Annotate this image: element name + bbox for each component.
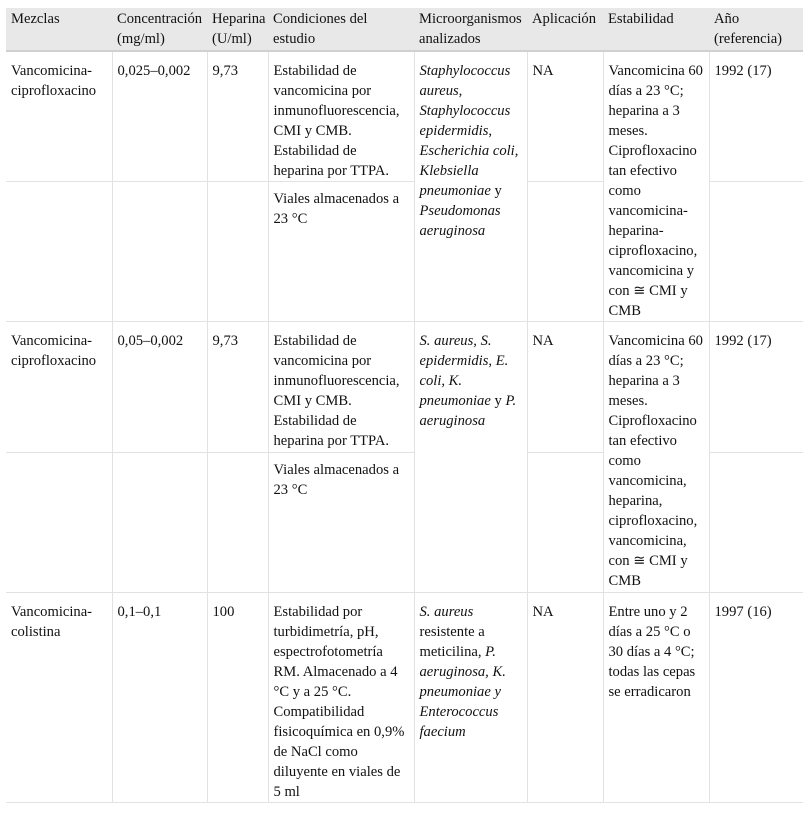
header-microorganismos: Microorganismos analizados	[414, 8, 527, 51]
cell-empty	[6, 453, 112, 593]
cell-concentracion: 0,05–0,002	[112, 322, 207, 453]
micro-text-italic: Staphylococcus aureus, Staphylococcus epidermidis	[419, 63, 511, 139]
cell-condiciones: Estabilidad de vancomicina por inmunofluorescencia, CMI y CMB. Estabilidad de heparina por TTPA.	[268, 322, 414, 453]
header-concentracion: Concentración (mg/ml)	[112, 8, 207, 51]
cell-condiciones: Estabilidad por turbidimetría, pH, espectrofotometría RM. Almacenado a 4 °C y a 25 °C. Compatibilidad fisicoquímica en 0,9% de NaCl como diluyente en viales de 5 ml	[268, 593, 414, 803]
header-estabilidad: Estabilidad	[603, 8, 709, 51]
cell-anio: 1992 (17)	[709, 322, 803, 453]
cell-empty	[709, 182, 803, 322]
micro-text-italic: S. aureus	[419, 604, 474, 620]
cell-empty	[207, 182, 268, 322]
cell-concentracion: 0,1–0,1	[112, 593, 207, 803]
cell-concentracion: 0,025–0,002	[112, 51, 207, 182]
micro-text: y	[490, 183, 502, 199]
cell-anio: 1997 (16)	[709, 593, 803, 803]
micro-text-italic: S. aureus, S. epidermidis	[419, 333, 492, 369]
cell-empty	[112, 453, 207, 593]
cell-microorganismos	[414, 593, 527, 803]
cell-condiciones: Viales almacenados a 23 °C	[268, 453, 414, 593]
cell-aplicacion: NA	[527, 322, 603, 453]
micro-text: ,	[488, 353, 496, 369]
cell-empty	[527, 182, 603, 322]
cell-heparina: 9,73	[207, 51, 268, 182]
micro-text-italic: Escherichia coli, Klebsiella pneumoniae	[419, 143, 519, 199]
cell-empty	[709, 453, 803, 593]
cell-empty	[6, 182, 112, 322]
cell-aplicacion: NA	[527, 593, 603, 803]
cell-estabilidad: Vancomicina 60 días a 23 °C; heparina a 3 meses. Ciprofloxacino tan efectivo como vancomicina, heparina, ciprofloxacino, vancomicina, con ≅ CMI y CMB	[603, 322, 709, 593]
table-row	[6, 593, 803, 803]
micro-text-italic: E. coli, K. pneumoniae	[419, 353, 509, 409]
table-row	[6, 51, 803, 182]
micro-text: resistente a meticilina	[419, 624, 485, 660]
cell-microorganismos	[414, 322, 527, 593]
header-mezclas: Mezclas	[6, 8, 112, 51]
cell-empty	[527, 453, 603, 593]
cell-mezcla: Vancomicina-colistina	[6, 593, 112, 803]
cell-heparina: 100	[207, 593, 268, 803]
micro-text: ,	[488, 123, 493, 139]
micro-text-italic: , P. aeruginosa, K. pneumoniae y Enterococcus faecium	[419, 644, 506, 740]
cell-aplicacion: NA	[527, 51, 603, 182]
cell-condiciones: Viales almacenados a 23 °C	[268, 182, 414, 322]
header-aplicacion: Aplicación	[527, 8, 603, 51]
micro-text: y	[490, 393, 506, 409]
cell-anio: 1992 (17)	[709, 51, 803, 182]
header-row	[6, 8, 803, 51]
cell-mezcla: Vancomicina-ciprofloxacino	[6, 51, 112, 182]
header-anio: Año (referencia)	[709, 8, 803, 51]
cell-mezcla: Vancomicina-ciprofloxacino	[6, 322, 112, 453]
header-heparina: Heparina (U/ml)	[207, 8, 268, 51]
cell-estabilidad: Vancomicina 60 días a 23 °C; heparina a 3 meses. Ciprofloxacino tan efectivo como vancomicina-heparina-ciprofloxacino, vancomicina y con ≅ CMI y CMB	[603, 51, 709, 322]
micro-text-italic: Pseudomonas aeruginosa	[419, 203, 501, 239]
cell-condiciones: Estabilidad de vancomicina por inmunofluorescencia, CMI y CMB. Estabilidad de heparina por TTPA.	[268, 51, 414, 182]
table-row	[6, 322, 803, 453]
header-condiciones: Condiciones del estudio	[268, 8, 414, 51]
cell-estabilidad: Entre uno y 2 días a 25 °C o 30 días a 4 °C; todas las cepas se erradicaron	[603, 593, 709, 803]
cell-empty	[112, 182, 207, 322]
cell-heparina: 9,73	[207, 322, 268, 453]
micro-text-italic: P. aeruginosa	[419, 393, 517, 429]
data-table	[6, 8, 803, 803]
cell-empty	[207, 453, 268, 593]
cell-microorganismos	[414, 51, 527, 322]
